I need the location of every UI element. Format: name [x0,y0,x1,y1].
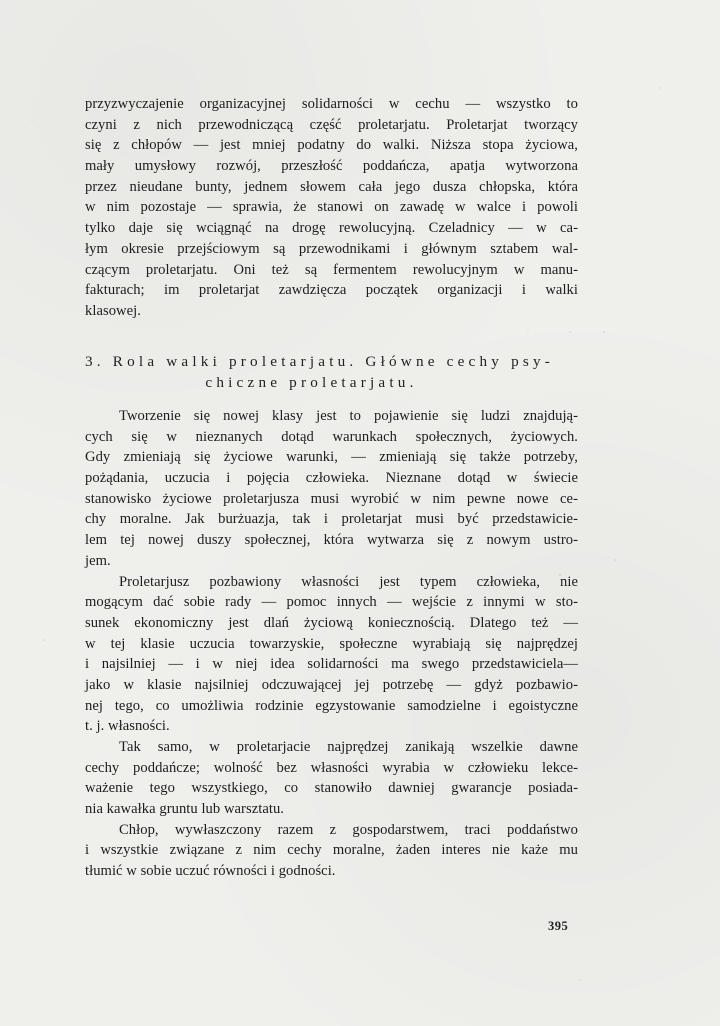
text-line: mały umysłowy rozwój, przeszłość poddańcza, apatja wytworzona [85,158,578,175]
text-line: się z chłopów — jest mniej podatny do walki. Niższa stopa życiowa, [85,137,578,154]
paragraph-2 [85,406,578,882]
text-line: jako w klasie najsilniej odczuwającej jej potrzebę — gdyż pozbawio- [85,676,578,693]
text-line: tłumić w sobie uczuć równości i godności. [85,863,336,880]
text-line: cych się w nieznanych dotąd warunkach społecznych, życiowych. [85,428,578,445]
text-line: przyzwyczajenie organizacyjnej solidarności w cechu — wszystko to [85,96,578,112]
text-line: w nim pozostaje — sprawia, że stanowi on zawadę w walce i powoli [85,199,578,216]
text-line: tylko daje się wciągnąć na drogę rewolucyjną. Czeladnicy — w ca- [85,220,578,237]
text-line: klasowej. [85,302,141,319]
text-line: ważenie tego wszystkiego, co stanowiło dawniej gwarancje posiada- [85,780,578,797]
text-line: jem. [85,552,111,569]
text-line: lem tej nowej duszy społecznej, która wytwarza się z nowym ustro- [85,532,578,549]
text-line: i najsilniej — i w niej idea solidarności ma swego przedstawiciela— [85,656,578,673]
section-heading [85,352,578,393]
page-number: 395 [548,919,569,933]
text-line: przez nieudane bunty, jednem słowem cała jego dusza chłopska, która [85,178,578,195]
section-heading-line-1: 3. Rola walki proletarjatu. Główne cechy psy- [85,353,555,370]
text-line: w tej klasie uczucia towarzyskie, społeczne wyrabiają się najprędzej [85,635,578,652]
text-line: Tworzenie się nowej klasy jest to pojawienie się ludzi znajdują- [119,408,578,424]
text-line: nej tego, co umożliwia rodzinie egzystowanie samodzielne i egoistyczne [85,697,578,714]
text-line: pożądania, uczucia i pojęcia człowieka. Nieznane dotąd w świecie [85,470,578,487]
text-line: Proletarjusz pozbawiony własności jest typem człowieka, nie [119,573,578,590]
text-line: Gdy zmieniają się życiowe warunki, — zmieniają się także potrzeby, [85,449,578,466]
text-line: stanowisko życiowe proletarjusza musi wyrobić w nim pewne nowe ce- [85,490,578,507]
text-line: sunek ekonomiczny jest dlań życiową koniecznością. Dlatego też — [85,614,578,631]
text-line: czyni z nich przewodniczącą część proletarjatu. Proletarjat tworzący [85,116,578,133]
text-line: Chłop, wywłaszczony razem z gospodarstwem, traci poddaństwo [119,821,578,838]
text-line: chy moralne. Jak burżuazja, tak i proletarjat musi być przedstawicie- [85,511,578,528]
section-heading-line-2: chiczne proletarjatu. [205,373,418,391]
text-line: t. j. własności. [85,718,170,735]
text-line: Tak samo, w proletarjacie najprędzej zanikają wszelkie dawne [119,739,578,755]
text-line: i wszystkie związane z nim cechy moralne, żaden interes nie każe mu [85,842,578,859]
text-line: nia kawałka gruntu lub warsztatu. [85,801,285,818]
text-line: fakturach; im proletarjat zawdzięcza początek organizacji i walki [85,282,578,299]
text-line: łym okresie przejściowym są przewodnikami i głównym sztabem wal- [85,240,578,257]
text-line: czącym proletarjatu. Oni też są fermentem rewolucyjnym w manu- [85,261,578,278]
paragraph-1 [85,94,578,322]
text-line: mogącym dać sobie rady — pomoc innych — wejście z innymi w sto- [85,594,578,611]
text-line: cechy poddańcze; wolność bez własności wyrabia w człowieku lekce- [85,759,578,776]
